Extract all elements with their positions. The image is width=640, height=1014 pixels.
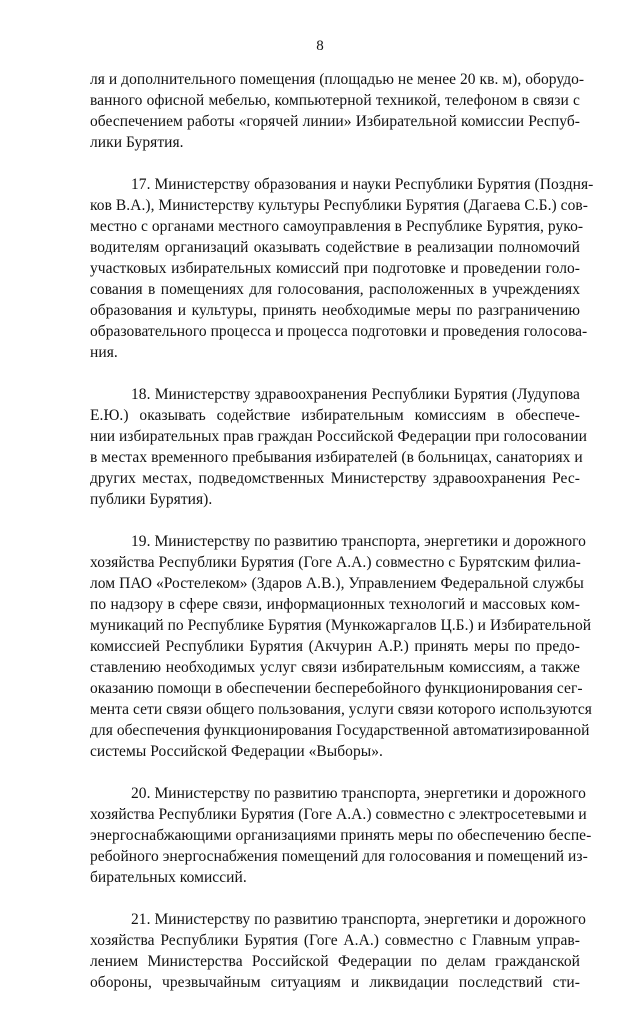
text-line: публики Бурятия). bbox=[90, 491, 213, 508]
text-line: ков В.А.), Министерству культуры Республики Бурятия (Дагаева С.Б.) сов- bbox=[90, 197, 588, 214]
page-number: 8 bbox=[316, 38, 324, 54]
text-line: нии избирательных прав граждан Российской Федерации при голосовании bbox=[90, 428, 587, 445]
paragraph-17 bbox=[90, 174, 594, 363]
text-line: хозяйства Республики Бурятия (Гоге А.А.) совместно с Главным управ- bbox=[90, 932, 580, 949]
text-line: 17. Министерству образования и науки Республики Бурятия (Поздня- bbox=[131, 176, 594, 193]
paragraph-21 bbox=[90, 909, 586, 993]
paragraph-continuation bbox=[90, 69, 585, 153]
text-line: системы Российской Федерации «Выборы». bbox=[90, 743, 383, 760]
text-line: бирательных комиссий. bbox=[90, 869, 247, 886]
text-line: комиссией Республики Бурятия (Акчурин А.Р.) принять меры по предо- bbox=[90, 638, 580, 655]
text-line: ля и дополнительного помещения (площадью не менее 20 кв. м), оборудо- bbox=[90, 71, 585, 88]
text-line: водителям организаций оказывать содействие в реализации полномочий bbox=[90, 239, 580, 256]
paragraph-18 bbox=[90, 384, 587, 510]
text-line: образования и культуры, принять необходимые меры по разграничению bbox=[90, 302, 580, 319]
text-line: ребойного энергоснабжения помещений для голосования и помещений из- bbox=[90, 848, 588, 865]
text-line: образовательного процесса и процесса подготовки и проведения голосова- bbox=[90, 323, 588, 340]
text-line: хозяйства Республики Бурятия (Гоге А.А.) совместно с Бурятским филиа- bbox=[90, 554, 581, 571]
text-line: для обеспечения функционирования Государственной автоматизированной bbox=[90, 722, 590, 739]
text-line: хозяйства Республики Бурятия (Гоге А.А.) совместно с электросетевыми и bbox=[90, 806, 587, 823]
text-line: ставлению необходимых услуг связи избирательным комиссиям, а также bbox=[90, 659, 580, 676]
text-line: 18. Министерству здравоохранения Республики Бурятия (Лудупова bbox=[131, 386, 580, 403]
paragraph-20 bbox=[90, 783, 592, 888]
text-line: Е.Ю.) оказывать содействие избирательным комиссиям в обеспече- bbox=[90, 407, 580, 424]
text-line: оказанию помощи в обеспечении бесперебойного функционирования сег- bbox=[90, 680, 583, 697]
paragraph-19 bbox=[90, 531, 592, 762]
text-line: энергоснабжающими организациями принять меры по обеспечению беспе- bbox=[90, 827, 592, 844]
text-line: сования в помещениях для голосования, расположенных в учреждениях bbox=[90, 281, 580, 298]
text-line: по надзору в сфере связи, информационных технологий и массовых ком- bbox=[90, 596, 580, 613]
text-line: муникаций по Республике Бурятия (Мункожаргалов Ц.Б.) и Избирательной bbox=[90, 617, 592, 634]
text-line: мента сети связи общего пользования, услуги связи которого используются bbox=[90, 701, 592, 718]
text-line: обороны, чрезвычайным ситуациям и ликвидации последствий сти- bbox=[90, 974, 580, 991]
text-line: 19. Министерству по развитию транспорта, энергетики и дорожного bbox=[131, 533, 586, 550]
text-line: других местах, подведомственных Министерству здравоохранения Рес- bbox=[90, 470, 580, 487]
text-line: ванного офисной мебелью, компьютерной техникой, телефоном в связи с bbox=[90, 92, 580, 109]
text-line: 21. Министерству по развитию транспорта, энергетики и дорожного bbox=[131, 911, 586, 928]
text-line: лики Бурятия. bbox=[90, 134, 184, 151]
text-line: обеспечением работы «горячей линии» Избирательной комиссии Респуб- bbox=[90, 113, 580, 130]
text-line: ния. bbox=[90, 344, 118, 361]
text-line: лением Министерства Российской Федерации по делам гражданской bbox=[90, 953, 580, 970]
text-line: 20. Министерству по развитию транспорта, энергетики и дорожного bbox=[131, 785, 586, 802]
text-line: в местах временного пребывания избирателей (в больницах, санаториях и bbox=[90, 449, 583, 466]
text-line: местно с органами местного самоуправления в Республике Бурятия, руко- bbox=[90, 218, 584, 235]
text-line: лом ПАО «Ростелеком» (Здаров А.В.), Управлением Федеральной службы bbox=[90, 575, 584, 592]
text-line: участковых избирательных комиссий при подготовке и проведении голо- bbox=[90, 260, 580, 277]
document-body bbox=[90, 69, 594, 1014]
